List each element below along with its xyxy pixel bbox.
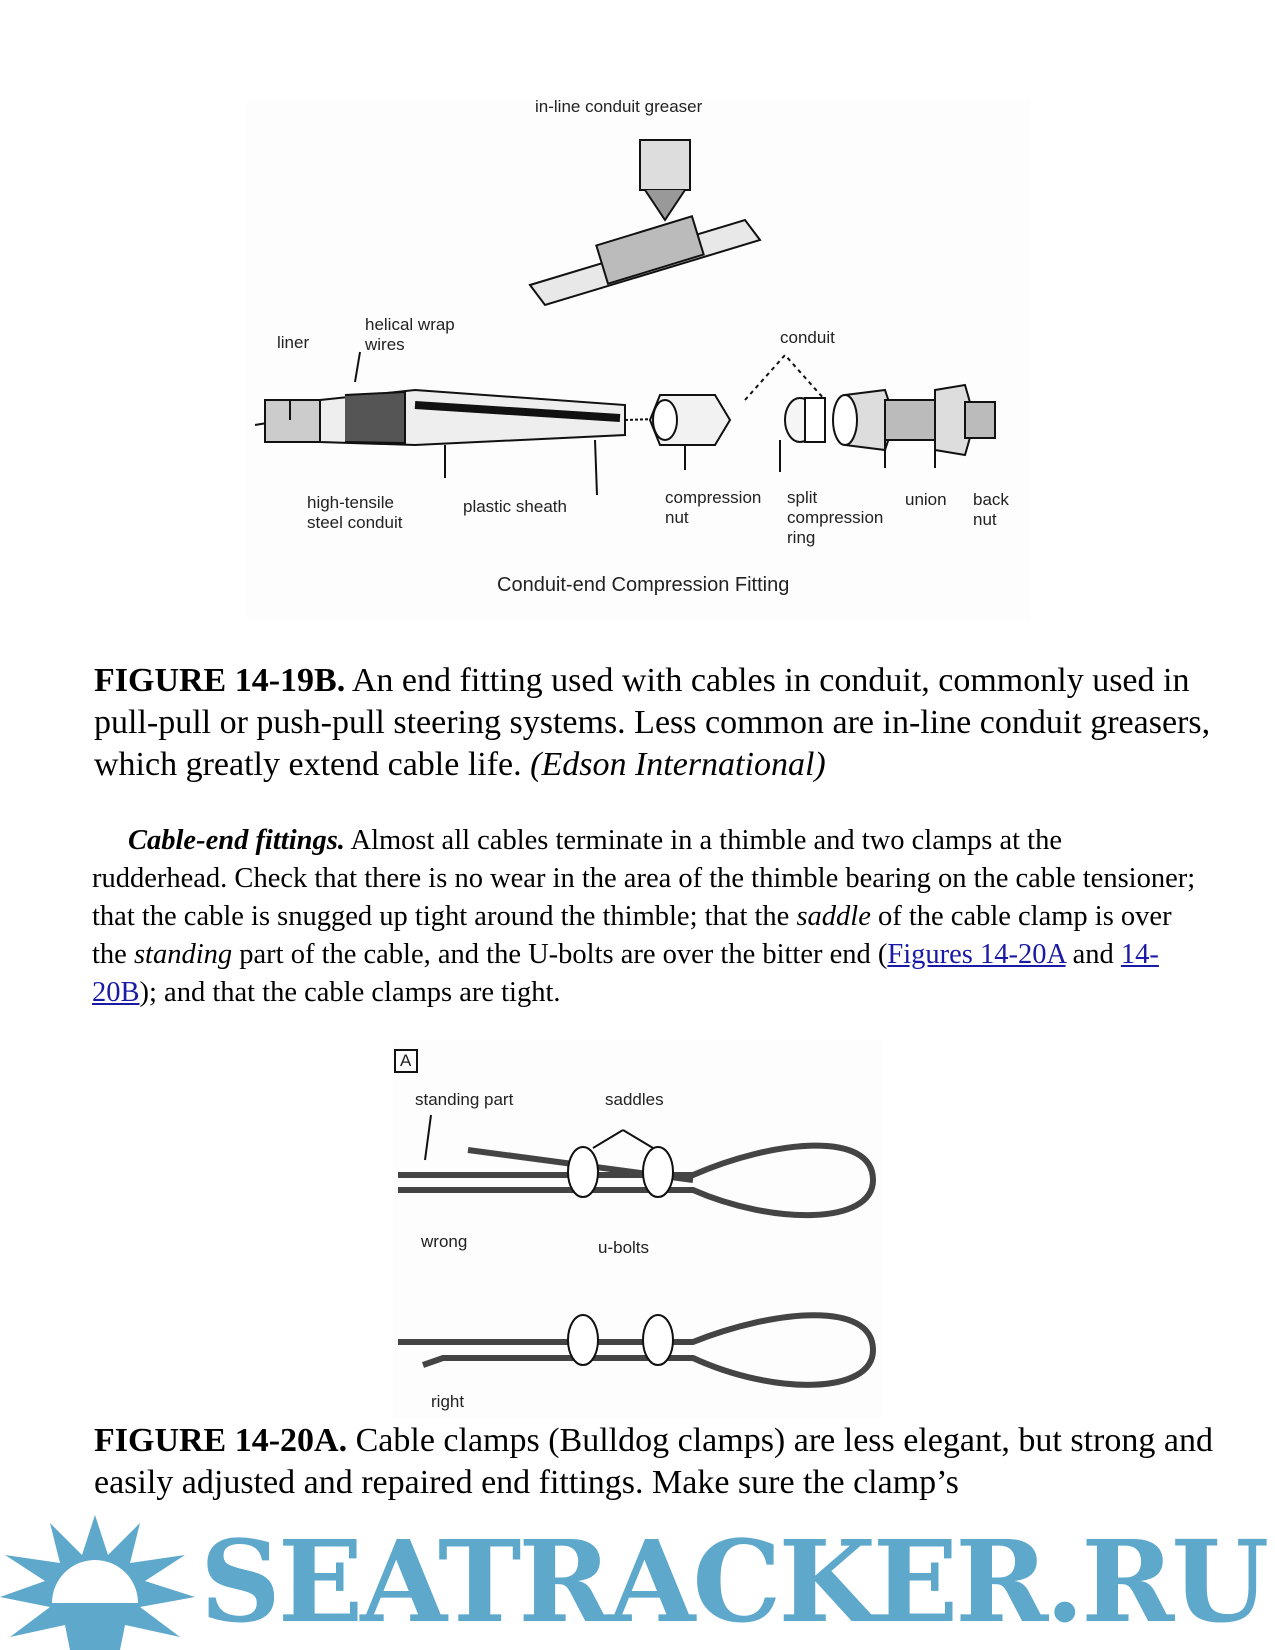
paragraph-text: and xyxy=(1065,939,1121,970)
caption-label: FIGURE 14-20A. xyxy=(94,1422,348,1459)
paragraph-lead: Cable-end fittings. xyxy=(128,825,345,856)
label-inline-greaser: in-line conduit greaser xyxy=(535,97,703,116)
paragraph-text: part of the cable, and the U-bolts are over the bitter end ( xyxy=(232,939,888,970)
caption-text: An end fitting used with cables in conduit, commonly used in pull-pull or push-pull steering systems. Less common are in-line conduit greasers, which greatly extend cable life. xyxy=(94,662,1211,783)
label-right: right xyxy=(431,1392,465,1411)
label-wrong: wrong xyxy=(421,1232,468,1251)
figure-14-19b-caption xyxy=(94,660,1214,786)
caption-label: FIGURE 14-19B. xyxy=(94,662,346,699)
label-liner: liner xyxy=(277,333,310,352)
label-conduit: conduit xyxy=(780,328,835,347)
figure-14-19b-illustration xyxy=(245,97,1030,620)
label-u-bolts: u-bolts xyxy=(598,1238,650,1257)
label-helical-wrap: helical wrap wires xyxy=(365,315,455,354)
figure-title: Conduit-end Compression Fitting xyxy=(497,574,790,596)
label-back-nut: back nut xyxy=(973,490,1009,529)
emphasis-saddle: saddle xyxy=(796,901,871,932)
label-saddles: saddles xyxy=(605,1090,664,1109)
caption-credit: (Edson International) xyxy=(530,746,826,783)
label-steel-conduit: high-tensile steel conduit xyxy=(307,493,403,532)
body-paragraph xyxy=(92,822,1202,1012)
paragraph-text: ); and that the cable clamps are tight. xyxy=(139,977,561,1008)
paragraph-text: of the cable clamp is over the xyxy=(92,901,1172,970)
label-standing-part: standing part xyxy=(415,1090,514,1109)
link-figure-14-20b[interactable]: 14-20B xyxy=(92,939,1159,1008)
figure-14-20a-illustration xyxy=(393,1040,883,1418)
emphasis-standing: standing xyxy=(133,939,233,970)
panel-label: A xyxy=(400,1051,412,1070)
compression-fitting-drawing xyxy=(245,100,1030,620)
label-split-ring: split compression ring xyxy=(787,488,884,547)
label-union: union xyxy=(905,490,947,509)
watermark-text: SEATRACKER.RU xyxy=(200,1517,1267,1648)
figure-14-20a-caption xyxy=(94,1420,1214,1504)
caption-text: Cable clamps (Bulldog clamps) are less elegant, but strong and easily adjusted and repaired end fittings. Make sure the clamp’s xyxy=(94,1422,1213,1501)
label-compression-nut: compression nut xyxy=(665,488,762,527)
paragraph-text: Almost all cables terminate in a thimble and two clamps at the rudderhead. Check that there is no wear in the area of the thimble bearing on the cable tensioner; that the cable is snugged up tight around the thimble; that the xyxy=(92,825,1196,932)
link-figure-14-20a[interactable]: Figures 14-20A xyxy=(887,939,1066,970)
label-plastic-sheath: plastic sheath xyxy=(463,497,567,516)
watermark xyxy=(0,1515,1275,1650)
